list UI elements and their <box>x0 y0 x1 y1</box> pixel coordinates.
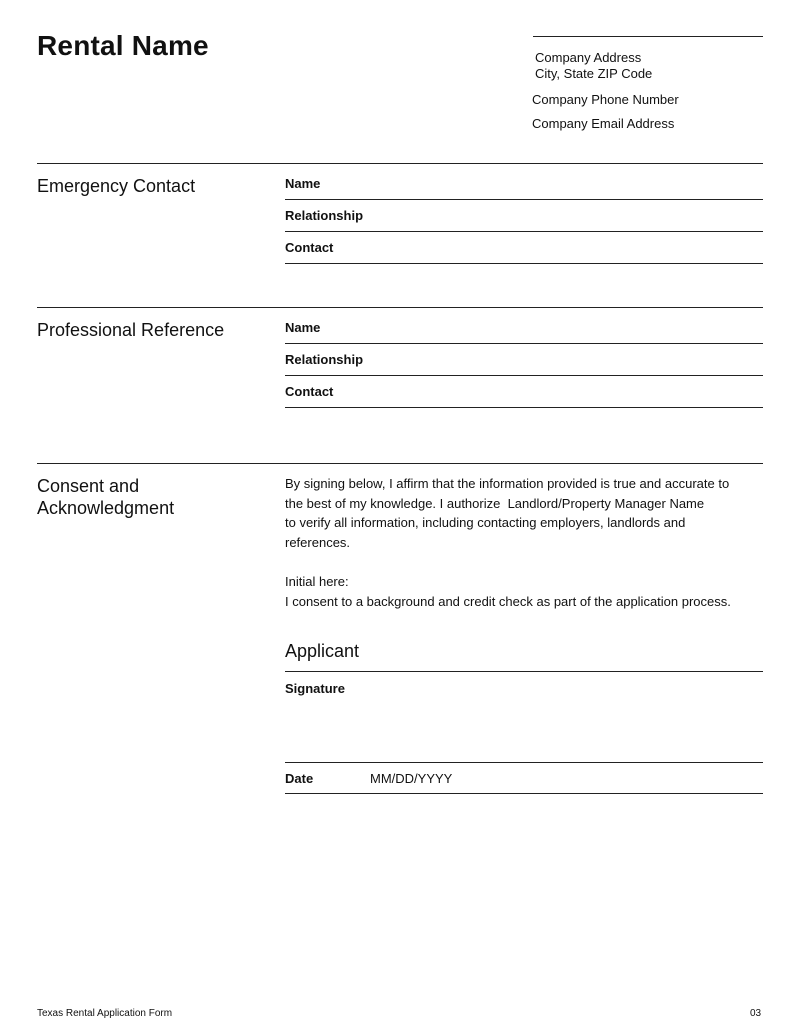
date-label: Date <box>285 771 314 786</box>
company-address-line1: Company Address <box>535 50 642 65</box>
emergency-relationship-label: Relationship <box>285 208 364 223</box>
consent-paragraph-line: to verify all information, including contacting employers, landlords and <box>285 515 686 531</box>
emergency-name-field[interactable] <box>285 199 763 200</box>
company-address-line2: City, State ZIP Code <box>535 66 653 81</box>
reference-relationship-label: Relationship <box>285 352 364 367</box>
date-field[interactable] <box>285 793 763 794</box>
section-divider <box>37 463 763 464</box>
reference-contact-label: Contact <box>285 384 334 399</box>
consent-heading-line1: Consent and <box>37 476 140 496</box>
emergency-contact-label: Contact <box>285 240 334 255</box>
section-divider <box>37 163 763 164</box>
emergency-contact-field[interactable] <box>285 263 763 264</box>
reference-name-label: Name <box>285 320 321 335</box>
footer-page-number: 03 <box>750 1008 762 1019</box>
consent-paragraph-line: By signing below, I affirm that the information provided is true and accurate to <box>285 476 730 491</box>
emergency-contact-heading: Emergency Contact <box>37 176 196 196</box>
emergency-relationship-field[interactable] <box>285 231 763 232</box>
section-divider <box>37 307 763 308</box>
initial-here-label: Initial here: <box>285 574 349 589</box>
footer-form-name: Texas Rental Application Form <box>37 1008 173 1019</box>
professional-reference-heading: Professional Reference <box>37 320 225 340</box>
signature-field[interactable] <box>285 762 763 763</box>
applicant-heading: Applicant <box>285 641 360 661</box>
background-check-consent: I consent to a background and credit check as part of the application process. <box>285 594 731 609</box>
signature-label: Signature <box>285 681 345 696</box>
reference-relationship-field[interactable] <box>285 375 763 376</box>
company-phone: Company Phone Number <box>532 92 679 107</box>
consent-paragraph <box>285 474 763 552</box>
header-divider <box>533 36 763 37</box>
company-email: Company Email Address <box>532 116 675 131</box>
emergency-name-label: Name <box>285 176 321 191</box>
reference-name-field[interactable] <box>285 343 763 344</box>
date-placeholder[interactable]: MM/DD/YYYY <box>370 771 453 786</box>
consent-paragraph-line: references. <box>285 534 351 550</box>
reference-contact-field[interactable] <box>285 407 763 408</box>
applicant-divider <box>285 671 763 672</box>
consent-paragraph-line: the best of my knowledge. I authorize Landlord/Property Manager Name <box>285 495 705 511</box>
consent-heading-line2: Acknowledgment <box>37 498 175 518</box>
page-title: Rental Name <box>37 30 209 61</box>
